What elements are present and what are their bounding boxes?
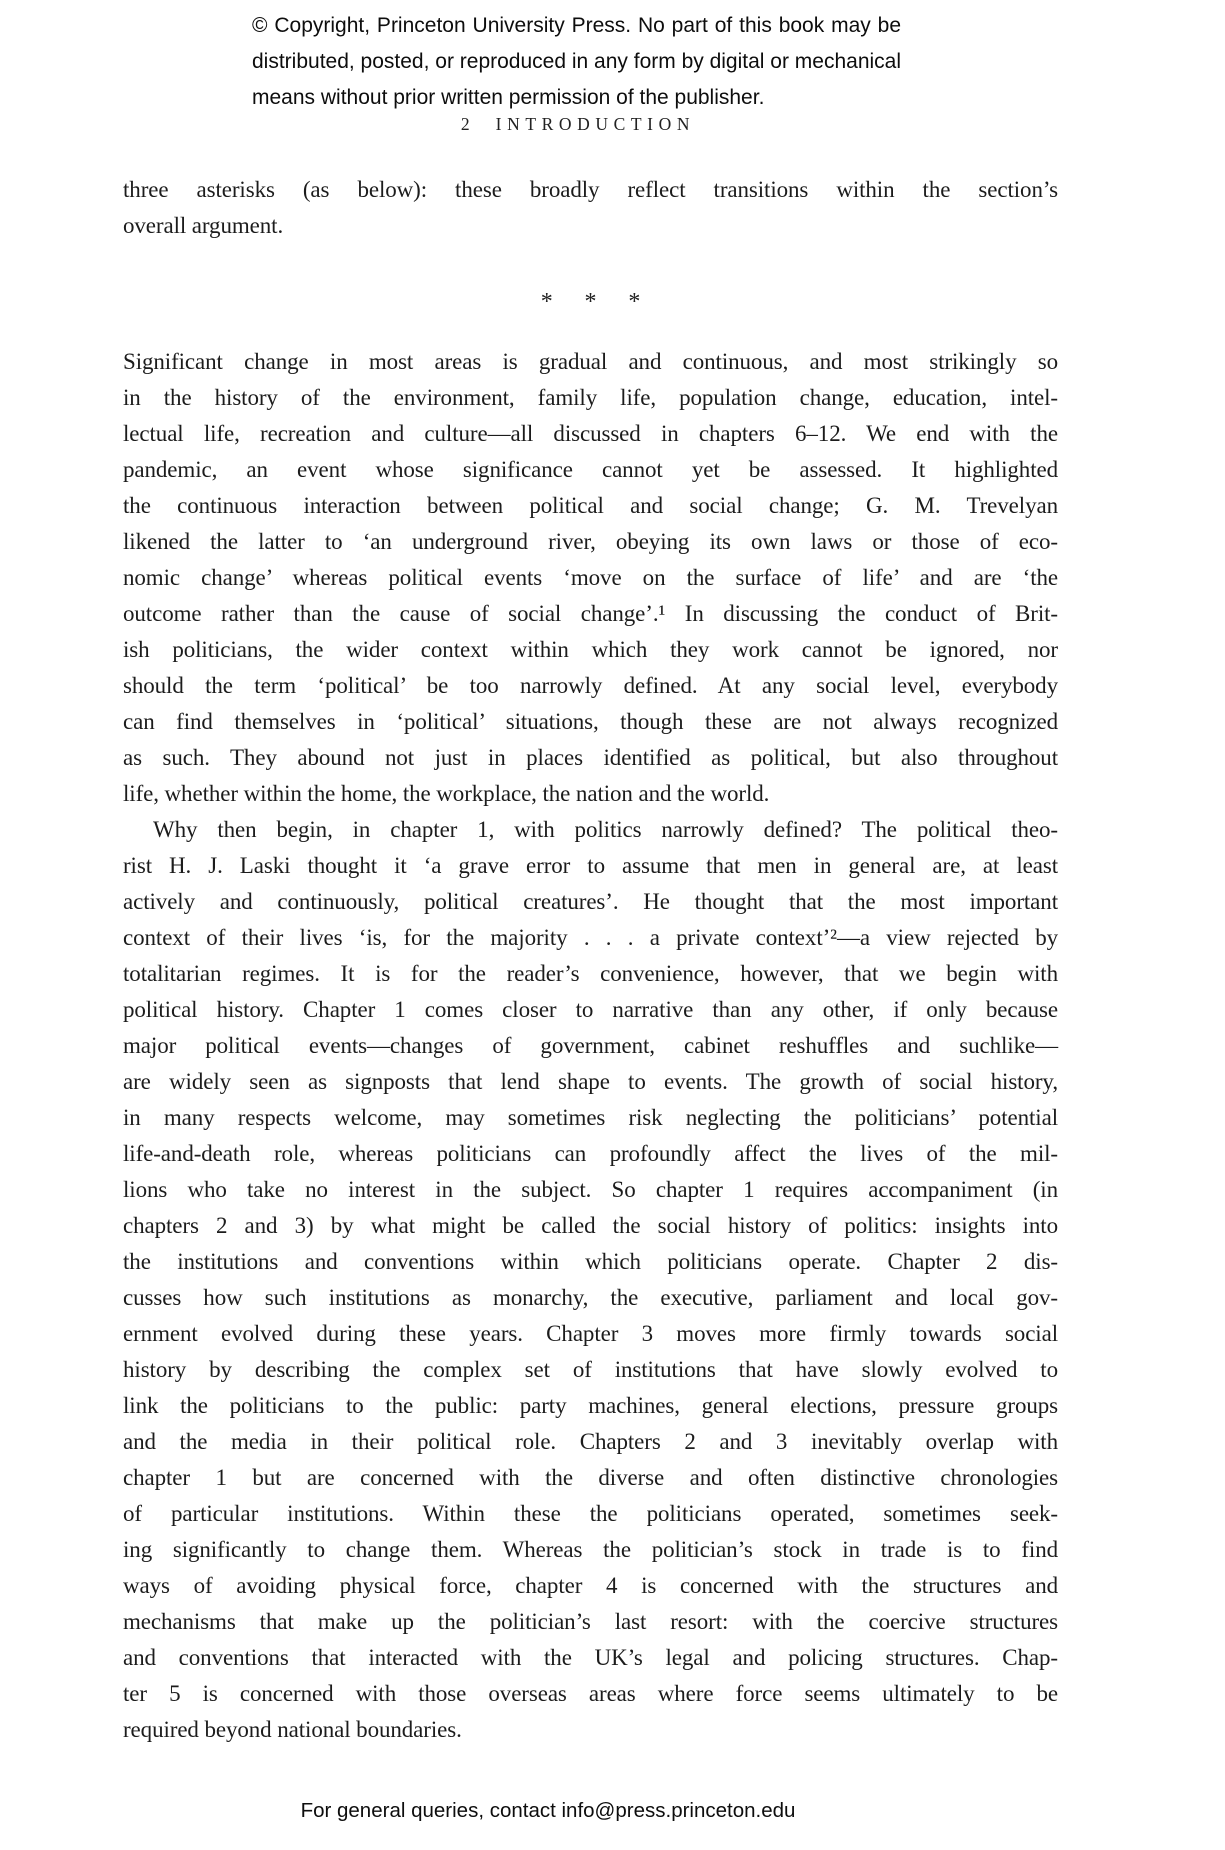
text-line: ish politicians, the wider context within which they work cannot be ignored, nor — [123, 637, 1058, 662]
text-line: overall argument. — [123, 213, 284, 238]
text-line: distributed, posted, or reproduced in any form by digital or mechanical — [252, 50, 902, 73]
text-line: context of their lives ‘is, for the majority . . . a private context’²—a view rejected by — [123, 925, 1058, 950]
text-line: rist H. J. Laski thought it ‘a grave error to assume that men in general are, at least — [123, 853, 1058, 878]
text-line: cusses how such institutions as monarchy, the executive, parliament and local gov- — [123, 1285, 1058, 1310]
text-line: nomic change’ whereas political events ‘move on the surface of life’ and are ‘the — [123, 565, 1058, 590]
text-line: actively and continuously, political creatures’. He thought that the most important — [123, 889, 1058, 914]
text-line: lions who take no interest in the subject. So chapter 1 requires accompaniment (in — [123, 1177, 1058, 1202]
paragraph-significant-change — [123, 344, 1058, 812]
text-line: the continuous interaction between political and social change; G. M. Trevelyan — [123, 493, 1058, 518]
text-line: Significant change in most areas is gradual and continuous, and most strikingly so — [123, 349, 1058, 374]
text-line: political history. Chapter 1 comes closer to narrative than any other, if only because — [123, 997, 1058, 1022]
text-line: can find themselves in ‘political’ situations, though these are not always recognized — [123, 709, 1058, 734]
footer-contact: For general queries, contact info@press.princeton.edu — [300, 1799, 796, 1822]
text-line: as such. They abound not just in places identified as political, but also throughout — [123, 745, 1058, 770]
text-line: link the politicians to the public: party machines, general elections, pressure groups — [123, 1393, 1058, 1418]
text-line: required beyond national boundaries. — [123, 1717, 462, 1742]
paragraph-why-then-begin — [123, 812, 1058, 1748]
text-line: lectual life, recreation and culture—all discussed in chapters 6–12. We end with the — [123, 421, 1058, 446]
text-line: mechanisms that make up the politician’s last resort: with the coercive structures — [123, 1609, 1058, 1634]
paragraph-continuation — [123, 172, 1058, 244]
page-number: 2 — [460, 114, 472, 134]
running-head — [461, 114, 695, 135]
text-line: should the term ‘political’ be too narrowly defined. At any social level, everybody — [123, 673, 1058, 698]
text-line: ernment evolved during these years. Chapter 3 moves more firmly towards social — [123, 1321, 1058, 1346]
text-line: likened the latter to ‘an underground river, obeying its own laws or those of eco- — [123, 529, 1058, 554]
text-line: outcome rather than the cause of social change’.¹ In discussing the conduct of Brit- — [123, 601, 1058, 626]
text-line: chapter 1 but are concerned with the diverse and often distinctive chronologies — [123, 1465, 1058, 1490]
text-line: the institutions and conventions within which politicians operate. Chapter 2 dis- — [123, 1249, 1058, 1274]
text-line: major political events—changes of government, cabinet reshuffles and suchlike— — [123, 1033, 1058, 1058]
text-line: history by describing the complex set of institutions that have slowly evolved to — [123, 1357, 1058, 1382]
text-line: life, whether within the home, the workplace, the nation and the world. — [123, 781, 770, 806]
text-line: totalitarian regimes. It is for the reader’s convenience, however, that we begin with — [123, 961, 1058, 986]
text-line: life-and-death role, whereas politicians can profoundly affect the lives of the mil- — [123, 1141, 1058, 1166]
text-line: pandemic, an event whose significance cannot yet be assessed. It highlighted — [123, 457, 1058, 482]
text-line: in many respects welcome, may sometimes risk neglecting the politicians’ potential — [123, 1105, 1058, 1130]
chapter-title: INTRODUCTION — [495, 114, 696, 134]
text-line: and the media in their political role. Chapters 2 and 3 inevitably overlap with — [123, 1429, 1058, 1454]
text-line: are widely seen as signposts that lend shape to events. The growth of social history, — [123, 1069, 1058, 1094]
text-line: Why then begin, in chapter 1, with politics narrowly defined? The political theo- — [153, 817, 1058, 842]
text-line: © Copyright, Princeton University Press. No part of this book may be — [252, 14, 902, 37]
text-line: chapters 2 and 3) by what might be called the social history of politics: insights into — [123, 1213, 1058, 1238]
text-line: ing significantly to change them. Whereas the politician’s stock in trade is to find — [123, 1537, 1058, 1562]
text-line: of particular institutions. Within these the politicians operated, sometimes seek- — [123, 1501, 1058, 1526]
section-break-asterisks: * * * — [540, 289, 641, 315]
text-line: in the history of the environment, family life, population change, education, intel- — [123, 385, 1058, 410]
text-line: three asterisks (as below): these broadly reflect transitions within the section’s — [123, 177, 1058, 202]
text-line: and conventions that interacted with the UK’s legal and policing structures. Chap- — [123, 1645, 1058, 1670]
text-line: means without prior written permission of the publisher. — [252, 86, 765, 109]
copyright-notice — [252, 12, 901, 120]
text-line: ter 5 is concerned with those overseas areas where force seems ultimately to be — [123, 1681, 1058, 1706]
text-line: ways of avoiding physical force, chapter 4 is concerned with the structures and — [123, 1573, 1058, 1598]
